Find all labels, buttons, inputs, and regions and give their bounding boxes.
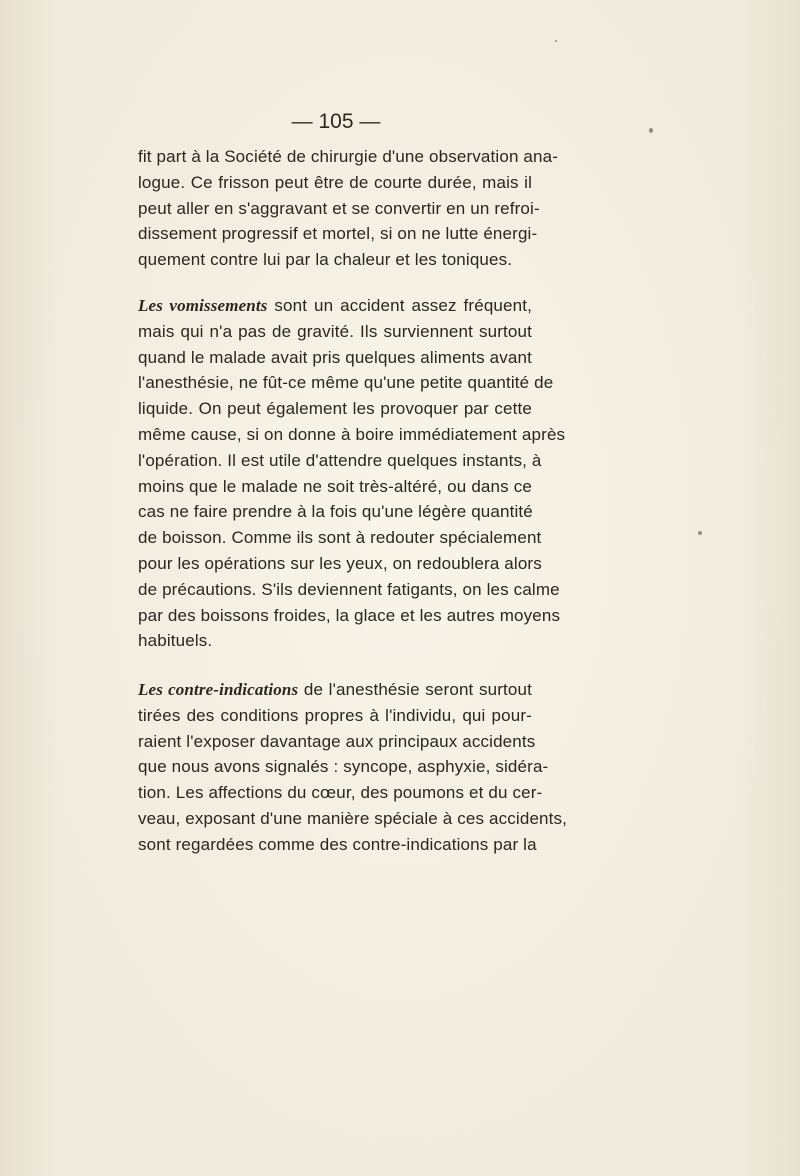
text-line: logue. Ce frisson peut être de courte durée, mais il xyxy=(138,172,532,192)
text-line-first xyxy=(138,677,532,703)
text-line: tirées des conditions propres à l'individu, qui pour- xyxy=(138,705,532,725)
text-line: quand le malade avait pris quelques aliments avant xyxy=(138,347,533,367)
text-line: quement contre lui par la chaleur et les toniques. xyxy=(138,250,513,270)
paragraph-vomissements xyxy=(138,293,566,654)
text-line: moins que le malade ne soit très-altéré, ou dans ce xyxy=(138,476,532,496)
text-line: pour les opérations sur les yeux, on redoublera alors xyxy=(138,553,542,573)
text-line-first xyxy=(138,293,532,319)
text-line: même cause, si on donne à boire immédiatement après xyxy=(138,424,566,444)
text-line: raient l'exposer davantage aux principaux accidents xyxy=(138,731,536,751)
text-line: liquide. On peut également les provoquer par cette xyxy=(138,399,532,419)
paper-speck xyxy=(555,40,557,42)
paper-speck xyxy=(649,128,653,133)
text-line: habituels. xyxy=(138,631,213,651)
paragraph-contre-indications xyxy=(138,677,568,858)
text-line: de précautions. S'ils deviennent fatigants, on les calme xyxy=(138,579,560,599)
text-line: sont regardées comme des contre-indications par la xyxy=(138,834,537,854)
text-line-rest: de l'anesthésie seront surtout xyxy=(298,680,533,699)
text-line-rest: sont un accident assez fréquent, xyxy=(267,296,532,315)
text-line: l'opération. Il est utile d'attendre quelques instants, à xyxy=(138,450,542,470)
text-line: tion. Les affections du cœur, des poumons et du cer- xyxy=(138,783,543,803)
paragraph-chill xyxy=(138,144,559,273)
text-line: de boisson. Comme ils sont à redouter spécialement xyxy=(138,528,542,548)
paragraph-lead: Les vomissements xyxy=(138,296,268,315)
text-line: que nous avons signalés : syncope, asphyxie, sidéra- xyxy=(138,757,549,777)
text-line: fit part à la Société de chirurgie d'une observation ana- xyxy=(138,147,559,166)
paper-speck xyxy=(698,531,702,535)
text-line: mais qui n'a pas de gravité. Ils surviennent surtout xyxy=(138,321,532,341)
text-line: par des boissons froides, la glace et les autres moyens xyxy=(138,605,561,625)
text-line: l'anesthésie, ne fût-ce même qu'une petite quantité de xyxy=(138,373,554,393)
text-line: veau, exposant d'une manière spéciale à ces accidents, xyxy=(138,808,568,828)
text-line: peut aller en s'aggravant et se convertir en un refroi- xyxy=(138,198,540,218)
paragraph-lead: Les contre-indications xyxy=(138,680,299,699)
page-number: — 105 — xyxy=(291,110,381,133)
text-line: cas ne faire prendre à la fois qu'une légère quantité xyxy=(138,502,533,522)
text-line: dissement progressif et mortel, si on ne lutte énergi- xyxy=(138,224,538,244)
